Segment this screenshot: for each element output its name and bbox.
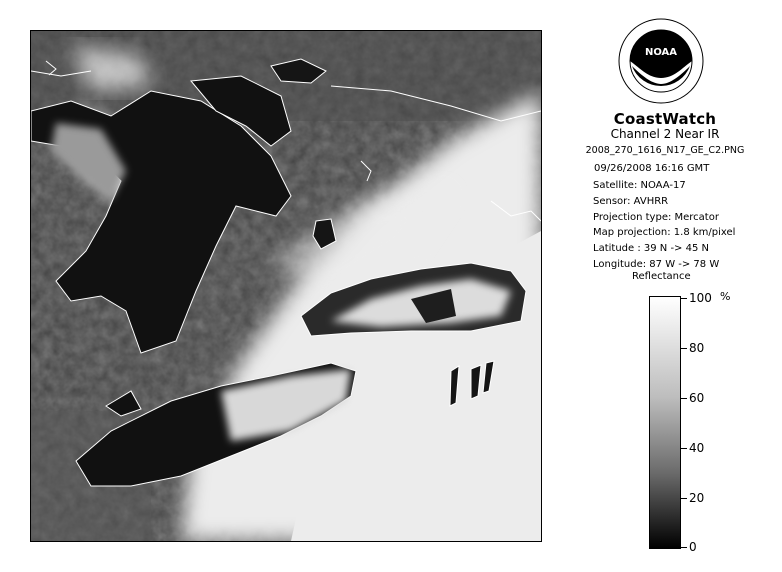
brand-title: CoastWatch [613, 110, 717, 128]
projection-type-label: Projection type: Mercator [593, 212, 719, 223]
map-projection-label: Map projection: 1.8 km/pixel [593, 227, 736, 238]
reflectance-colorbar [649, 296, 681, 549]
colorbar-title: Reflectance [632, 271, 691, 282]
longitude-label: Longitude: 87 W -> 78 W [593, 259, 720, 270]
colorbar-tick-label: 80 [689, 341, 705, 355]
colorbar-tick [681, 547, 687, 548]
sensor-label: Sensor: AVHRR [593, 196, 669, 207]
colorbar-tick [681, 398, 687, 399]
colorbar-tick [681, 448, 687, 449]
colorbar-tick-label: 40 [689, 441, 705, 455]
filename-label: 2008_270_1616_N17_GE_C2.PNG [585, 145, 745, 156]
colorbar-tick [681, 298, 687, 299]
satellite-label: Satellite: NOAA-17 [593, 180, 686, 191]
logo-center-text: NOAA [644, 47, 678, 58]
colorbar-tick-label: 100 [689, 291, 712, 305]
colorbar-tick [681, 348, 687, 349]
datetime-label: 09/26/2008 16:16 GMT [594, 163, 710, 174]
satellite-map [30, 30, 542, 542]
latitude-label: Latitude : 39 N -> 45 N [593, 243, 709, 254]
colorbar-tick-label: 0 [689, 540, 697, 554]
colorbar-unit: % [720, 290, 731, 303]
noaa-logo [618, 18, 704, 104]
channel-label: Channel 2 Near IR [610, 127, 720, 141]
map-graphic [31, 31, 541, 541]
colorbar-tick-label: 60 [689, 391, 705, 405]
colorbar-tick [681, 498, 687, 499]
colorbar-tick-label: 20 [689, 491, 705, 505]
